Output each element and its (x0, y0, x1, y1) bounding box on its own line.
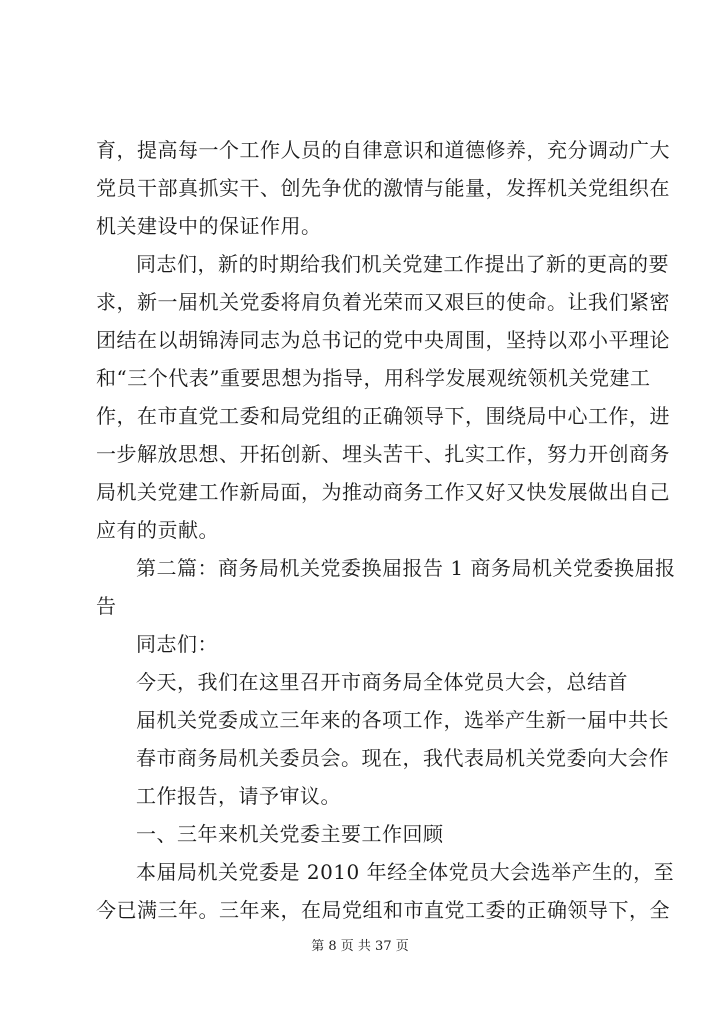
text-line: 工作报告，请予审议。 (136, 784, 341, 808)
text-line: 局机关党建工作新局面，为推动商务工作又好又快发展做出自己 (96, 480, 670, 504)
text-line: 应有的贡献。 (96, 518, 219, 542)
text-line: 机关建设中的保证作用。 (96, 214, 322, 238)
text-line: 党员干部真抓实干、创先争优的激情与能量，发挥机关党组织在 (96, 176, 670, 200)
text-line: 本届局机关党委是 2010 年经全体党员大会选举产生的，至 (136, 860, 675, 884)
section-heading: 一、三年来机关党委主要工作回顾 (136, 822, 444, 846)
text-line: 育，提高每一个工作人员的自律意识和道德修养，充分调动广大 (96, 138, 670, 162)
text-line: 求，新一届机关党委将肩负着光荣而又艰巨的使命。让我们紧密 (96, 290, 670, 314)
text-line: 届机关党委成立三年来的各项工作，选举产生新一届中共长 (136, 708, 669, 732)
text-line: 今已满三年。三年来，在局党组和市直党工委的正确领导下，全 (96, 898, 670, 922)
text-line: 一步解放思想、开拓创新、埋头苦干、扎实工作，努力开创商务 (96, 442, 670, 466)
text-line: 作，在市直党工委和局党组的正确领导下，围绕局中心工作，进 (96, 404, 670, 428)
text-line: 今天，我们在这里召开市商务局全体党员大会，总结首 (136, 670, 628, 694)
page-number: 第 8 页 共 37 页 (311, 939, 409, 954)
text-line: 团结在以胡锦涛同志为总书记的党中央周围，坚持以邓小平理论 (96, 328, 670, 352)
text-line: 同志们，新的时期给我们机关党建工作提出了新的更高的要 (136, 252, 669, 276)
text-line: 春市商务局机关委员会。现在，我代表局机关党委向大会作 (136, 746, 669, 770)
salutation: 同志们： (136, 632, 218, 656)
text-line: 告 (96, 594, 117, 618)
text-line: 和“三个代表”重要思想为指导，用科学发展观统领机关党建工 (96, 366, 651, 390)
section-heading: 第二篇：商务局机关党委换届报告 1 商务局机关党委换届报 (136, 556, 676, 580)
